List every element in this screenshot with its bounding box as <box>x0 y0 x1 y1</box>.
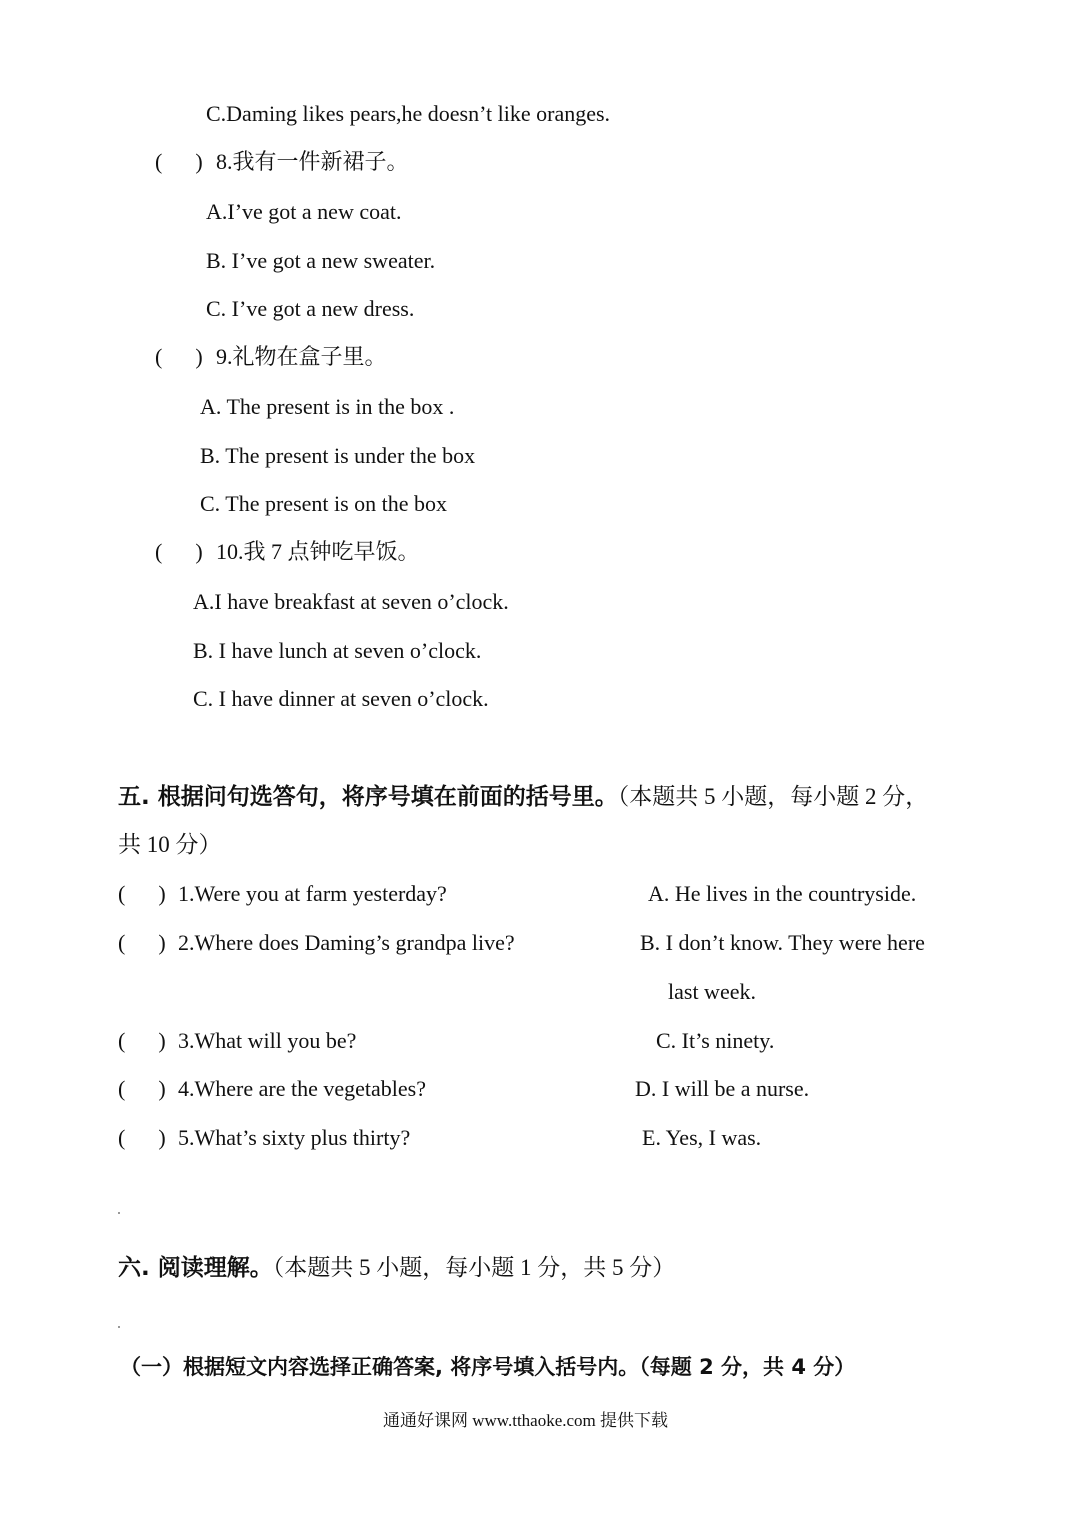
s5-answer-d: D. I will be a nurse. <box>635 1076 810 1101</box>
s5-answer-a: A. He lives in the countryside. <box>648 881 917 906</box>
s5-answer-b-continued: last week. <box>668 979 756 1004</box>
section6-heading <box>118 1253 675 1283</box>
q9-prompt: 9.礼物在盒子里。 <box>216 344 387 369</box>
q9-option-b: B. The present is under the box <box>200 443 476 468</box>
s5-q1-text: 1.Were you at farm yesterday? <box>178 881 447 906</box>
section6-title: 六. 阅读理解。 <box>118 1255 273 1281</box>
q8-answer-paren: ( ) <box>155 149 203 174</box>
q10-option-b: B. I have lunch at seven o’clock. <box>193 638 482 663</box>
q8-prompt: 8.我有一件新裙子。 <box>216 149 409 174</box>
s5-q1-answer-paren: ( ) <box>118 881 166 906</box>
section5-title: 五. 根据问句选答句，将序号填在前面的括号里。 <box>118 784 618 810</box>
section6-note: （本题共 5 小题，每小题 1 分，共 5 分） <box>272 1255 676 1280</box>
q9-option-a: A. The present is in the box . <box>200 394 455 419</box>
s5-q4-answer-paren: ( ) <box>118 1076 166 1101</box>
s5-answer-c: C. It’s ninety. <box>656 1028 775 1053</box>
s5-q3-answer-paren: ( ) <box>118 1028 166 1053</box>
s5-q3-text: 3.What will you be? <box>178 1028 357 1053</box>
speck-mark <box>118 1326 120 1328</box>
section6-part1-heading: （一）根据短文内容选择正确答案, 将序号填入括号内。（每题 2 分，共 4 分） <box>120 1355 856 1379</box>
q9-option-c: C. The present is on the box <box>200 491 448 516</box>
q10-answer-paren: ( ) <box>155 539 203 564</box>
s5-q4-text: 4.Where are the vegetables? <box>178 1076 426 1101</box>
q8-option-a: A.I’ve got a new coat. <box>206 199 402 224</box>
q10-option-a: A.I have breakfast at seven o’clock. <box>193 589 509 614</box>
section5-note: （本题共 5 小题，每小题 2 分， <box>617 784 929 809</box>
q9-answer-paren: ( ) <box>155 344 203 369</box>
q8-option-c: C. I’ve got a new dress. <box>206 296 415 321</box>
s5-q2-text: 2.Where does Daming’s grandpa live? <box>178 930 515 955</box>
s5-answer-b: B. I don’t know. They were here <box>640 930 925 955</box>
q8-option-b: B. I’ve got a new sweater. <box>206 248 436 273</box>
s5-q5-answer-paren: ( ) <box>118 1125 166 1150</box>
section5-heading <box>118 782 928 812</box>
speck-mark <box>118 1212 120 1214</box>
q10-prompt: 10.我 7 点钟吃早饭。 <box>216 539 420 564</box>
s5-answer-e: E. Yes, I was. <box>642 1125 762 1150</box>
s5-q5-text: 5.What’s sixty plus thirty? <box>178 1125 411 1150</box>
s5-q2-answer-paren: ( ) <box>118 930 166 955</box>
page-footer: 通通好课网 www.tthaoke.com 提供下载 <box>383 1411 669 1430</box>
section5-note-continued <box>118 830 222 860</box>
q7-option-c: C.Daming likes pears,he doesn’t like oranges. <box>206 101 611 126</box>
q10-option-c: C. I have dinner at seven o’clock. <box>193 686 489 711</box>
section5-note2: 共 10 分） <box>118 832 222 857</box>
